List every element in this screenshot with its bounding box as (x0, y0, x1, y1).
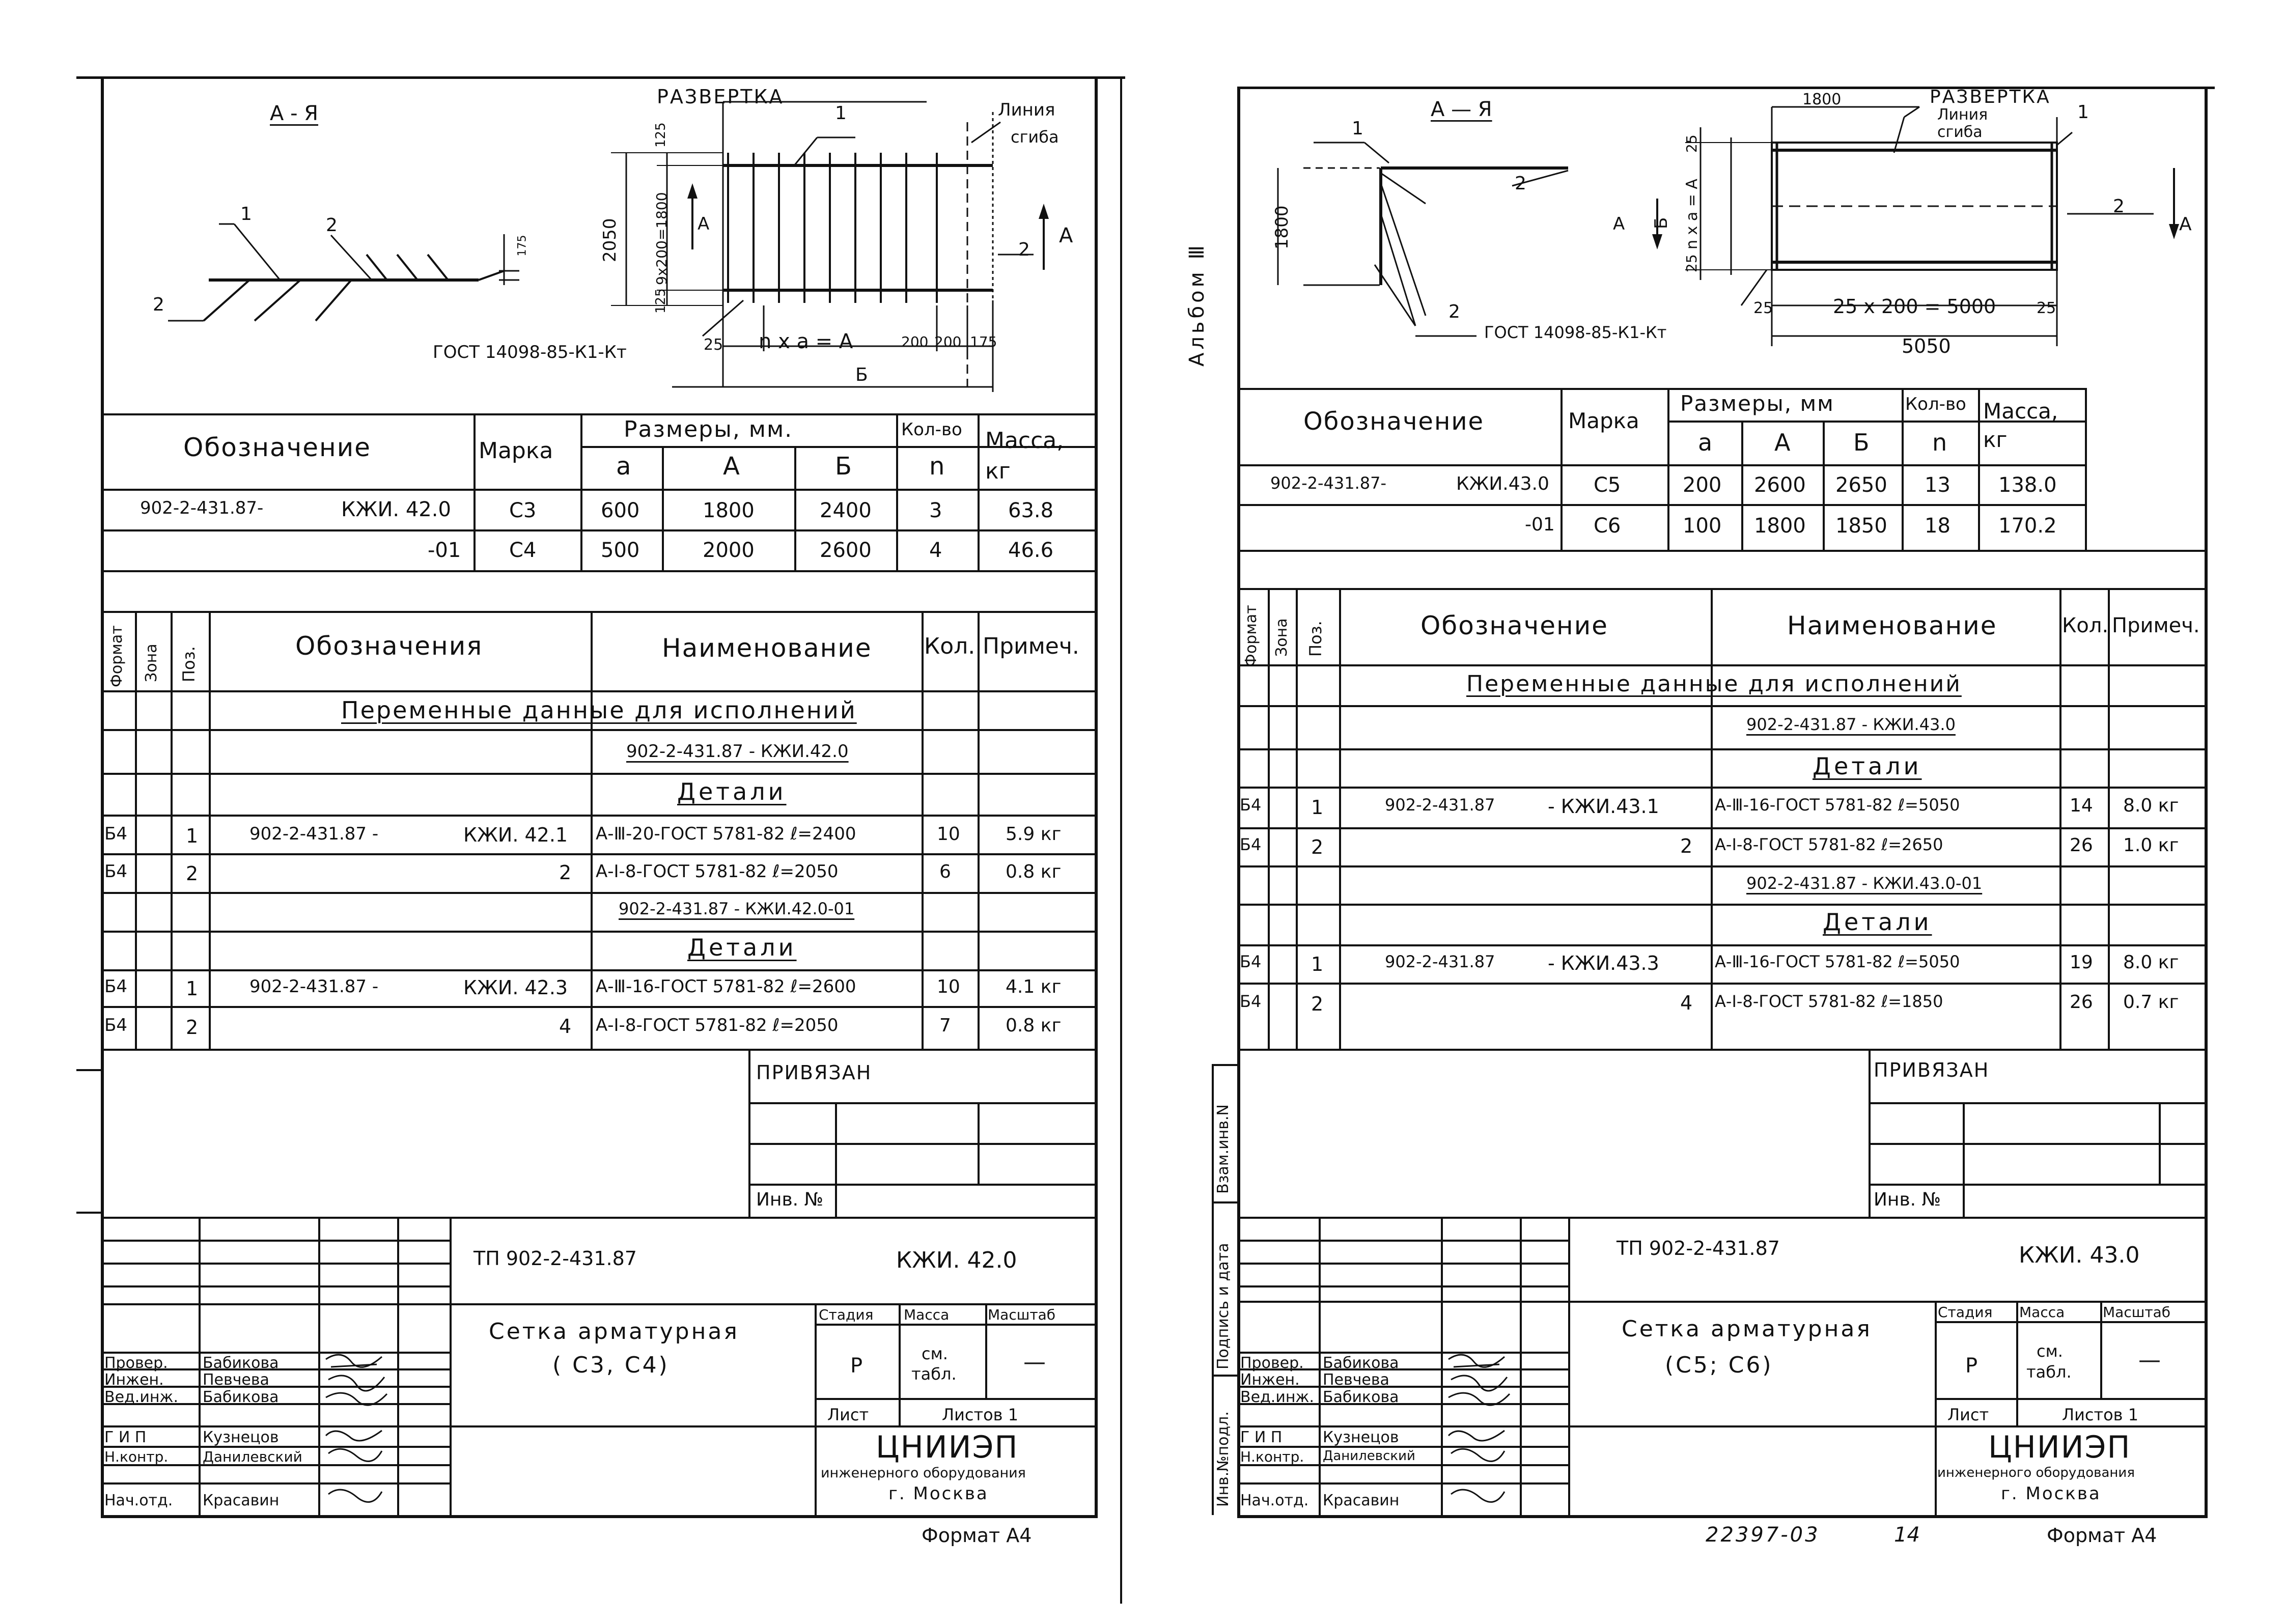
stamp-listov: Листов 1 (942, 1405, 1019, 1424)
r-dim-25d: 25 (2037, 299, 2056, 317)
r-stamp-role-3: Г И П (1240, 1429, 1283, 1446)
sp-r0-naim: А-Ⅲ-20-ГОСТ 5781-82 ℓ=2400 (596, 824, 856, 844)
r-privyazan-label: ПРИВЯЗАН (1874, 1059, 1990, 1081)
sgiba-label: сгиба (1011, 127, 1059, 147)
right-frame-top (1237, 87, 2215, 89)
dim-nxa: n х a = A (759, 330, 853, 353)
pos-2-label: 2 (326, 215, 338, 236)
rmt-h-oboz: Обозначение (1303, 407, 1485, 436)
mt-h-B: Б (835, 452, 852, 481)
mt-r1-n: 4 (929, 539, 942, 562)
inv-no-label: Инв. № (756, 1189, 824, 1210)
stamp-h-stadiya: Стадия (819, 1306, 874, 1323)
dim-125-bot: 125 (653, 288, 668, 314)
sp-r0-o2: КЖИ. 42.1 (463, 824, 568, 846)
stamp-name-4: Данилевский (203, 1448, 302, 1465)
r-dim-5050: 5050 (1902, 335, 1951, 357)
r-stamp-massa1: см. (2037, 1341, 2063, 1361)
dim-175: 175 (516, 235, 529, 257)
rsp-h-naim: Наименование (1787, 611, 1997, 640)
left-top-edge (76, 76, 1125, 79)
mt-h-A: А (723, 452, 740, 481)
rsp-sub2: 902-2-431.87 - КЖИ.43.0-01 (1746, 874, 1983, 893)
rmt-h-a: a (1698, 429, 1713, 456)
rsp-h-format: Формат (1242, 605, 1260, 667)
mt-r1-oboz2: -01 (428, 539, 461, 562)
rsp-r0-o2: - КЖИ.43.1 (1548, 795, 1659, 818)
right-frame-bottom (1237, 1515, 2208, 1518)
rmt-r1-marka: С6 (1594, 514, 1621, 538)
rmt-h-n: n (1932, 429, 1947, 456)
sp-r2-naim: А-Ⅲ-16-ГОСТ 5781-82 ℓ=2600 (596, 976, 856, 997)
rsp-h-prim: Примеч. (2112, 614, 2200, 637)
stamp-massa2: табл. (911, 1364, 957, 1384)
rsp-r2-poz: 1 (1311, 953, 1324, 975)
stamp-masshtab: — (1023, 1349, 1046, 1375)
gost-label: ГОСТ 14098-85-К1-Кт (433, 342, 627, 362)
left-frame-left (101, 76, 104, 1517)
arrow-a-right: А (1059, 224, 1073, 247)
r-arrow-a-left: А (1613, 214, 1625, 234)
right-signatures (1443, 1349, 1520, 1512)
rmt-h-massa: Масса, кг (1983, 399, 2058, 452)
rmt-r0-oboz2: КЖИ.43.0 (1456, 473, 1549, 494)
rsp-r1-o2: 2 (1680, 835, 1693, 857)
r-dim-nxa: n х a = А (1683, 179, 1701, 249)
r-stamp-role-5: Нач.отд. (1240, 1492, 1309, 1509)
sp-r0-poz: 1 (186, 825, 199, 847)
r-razvertka: РАЗВЕРТКА (1930, 87, 2051, 107)
r-stamp-org2: инженерного оборудования (1937, 1465, 2135, 1480)
rsp-h-poz: Поз. (1306, 621, 1325, 657)
razv-pos-1: 1 (835, 103, 847, 124)
sp-r2-kol: 10 (937, 976, 960, 997)
sp-h-zona: Зона (143, 643, 160, 682)
sp-r3-o2: 4 (559, 1015, 572, 1038)
rsp-r0-kol: 14 (2070, 795, 2093, 816)
rsp-r0-prim: 8.0 кг (2123, 795, 2179, 816)
rmt-h-razmery: Размеры, мм (1680, 391, 1834, 416)
r-stamp-name-3: Кузнецов (1323, 1429, 1399, 1446)
rmt-h-kolvo: Кол-во (1905, 394, 1966, 414)
sp-r3-naim: А-Ⅰ-8-ГОСТ 5781-82 ℓ=2050 (596, 1015, 839, 1035)
privyazan-label: ПРИВЯЗАН (756, 1061, 872, 1084)
r-stamp-h-massa: Масса (2019, 1304, 2065, 1321)
dim-b: Б (855, 365, 868, 385)
rsp-r3-prim: 0.7 кг (2123, 992, 2179, 1013)
stamp-title1: Сетка арматурная (489, 1319, 739, 1345)
stamp-role-0: Провер. (104, 1354, 168, 1372)
rmt-r1-oboz2: -01 (1525, 514, 1555, 535)
left-tick-1 (76, 1069, 101, 1071)
sp-r1-prim: 0.8 кг (1006, 861, 1062, 882)
rsp-r0-poz: 1 (1311, 796, 1324, 819)
sp-r0-o1: 902-2-431.87 - (249, 824, 379, 844)
sp-h-prim: Примеч. (983, 633, 1079, 659)
mt-r0-a: 600 (601, 499, 640, 522)
sp-r0-kol: 10 (937, 824, 960, 845)
r-stamp-code: КЖИ. 43.0 (2019, 1242, 2140, 1268)
mt-r0-n: 3 (929, 499, 942, 522)
liniya-label: Линия (998, 100, 1055, 120)
r-stamp-h-stadiya: Стадия (1938, 1304, 1993, 1321)
rsp-r3-kol: 26 (2070, 992, 2093, 1013)
rmt-r1-a: 100 (1683, 514, 1722, 538)
r-stamp-role-1: Инжен. (1240, 1371, 1300, 1389)
mt-r0-massa: 63.8 (1008, 499, 1054, 522)
rsp-title: Переменные данные для исполнений (1466, 671, 1962, 697)
dim-2050: 2050 (600, 218, 620, 262)
sp-h-kol: Кол. (924, 633, 976, 659)
dim-175b: 175 (970, 333, 997, 350)
r-dim-25c: 25 (1753, 299, 1773, 317)
stamp-role-3: Г И П (104, 1429, 147, 1446)
mt-r0-A: 1800 (703, 499, 755, 522)
r-gost: ГОСТ 14098-85-К1-Кт (1484, 323, 1667, 342)
album-label: Альбом Ⅲ (1185, 242, 1209, 367)
mt-r0-B: 2400 (820, 499, 872, 522)
rsp-r2-o2: - КЖИ.43.3 (1548, 952, 1659, 974)
rsp-r0-naim: А-Ⅲ-16-ГОСТ 5781-82 ℓ=5050 (1715, 795, 1960, 815)
stamp-stadiya: Р (850, 1354, 863, 1378)
left-frame-bottom (101, 1515, 1098, 1518)
sp-sub2: 902-2-431.87 - КЖИ.42.0-01 (619, 899, 855, 918)
r-stamp-name-0: Бабикова (1323, 1354, 1399, 1372)
footer-page: 14 (1894, 1523, 1920, 1547)
r-dim-1800-top: 1800 (1802, 91, 1842, 108)
left-frame-right (1095, 76, 1098, 1517)
mt-r0-marka: С3 (509, 499, 537, 522)
r-stamp-list: Лист (1947, 1405, 1989, 1424)
rsp-r1-naim: А-Ⅰ-8-ГОСТ 5781-82 ℓ=2650 (1715, 835, 1943, 854)
r-dim-1800-left: 1800 (1272, 205, 1292, 249)
sp-sub1: 902-2-431.87 - КЖИ.42.0 (626, 741, 849, 762)
rsp-h-oboz: Обозначение (1420, 611, 1608, 640)
sp-h-format: Формат (108, 625, 126, 687)
rmt-r1-B: 1850 (1835, 514, 1887, 538)
mt-h-massa: Масса, кг (985, 428, 1064, 484)
rmt-r0-oboz1: 902-2-431.87- (1270, 473, 1387, 493)
r-inv-no-label: Инв. № (1874, 1189, 1941, 1210)
rsp-r2-o1: 902-2-431.87 (1385, 952, 1495, 971)
rmt-h-A: А (1774, 429, 1791, 456)
sp-h-oboz: Обозначения (295, 631, 483, 661)
sp-r3-poz: 2 (186, 1016, 199, 1039)
rsp-sub1: 902-2-431.87 - КЖИ.43.0 (1746, 715, 1956, 734)
rsp-r3-poz: 2 (1311, 993, 1324, 1015)
r-stamp-name-1: Певчева (1323, 1371, 1389, 1389)
sp-r3-prim: 0.8 кг (1006, 1015, 1062, 1036)
side-vzam: Взам.инв.N (1214, 1104, 1232, 1194)
sp-r1-naim: А-Ⅰ-8-ГОСТ 5781-82 ℓ=2050 (596, 861, 839, 882)
stamp-role-5: Нач.отд. (104, 1492, 173, 1509)
r-dim-25b: 25 (1683, 254, 1700, 272)
mt-r1-B: 2600 (820, 539, 872, 562)
r-liniya: Линия (1937, 106, 1988, 124)
stamp-h-masshtab: Масштаб (988, 1306, 1056, 1323)
rmt-r0-A: 2600 (1754, 473, 1806, 497)
stamp-tp: ТП 902-2-431.87 (473, 1247, 637, 1270)
sp-r2-poz: 1 (186, 977, 199, 1000)
r-stamp-tp: ТП 902-2-431.87 (1617, 1237, 1780, 1259)
rmt-r0-n: 13 (1925, 473, 1950, 497)
arrow-a-left: А (698, 214, 710, 234)
side-podpis: Подпись и дата (1214, 1243, 1232, 1369)
razvertka-label: РАЗВЕРТКА (657, 86, 784, 108)
sp-r2-o1: 902-2-431.87 - (249, 976, 379, 997)
sp-r3-f: Б4 (104, 1015, 127, 1035)
stamp-list: Лист (827, 1405, 869, 1424)
sp-r0-prim: 5.9 кг (1006, 824, 1062, 845)
sp-r2-prim: 4.1 кг (1006, 976, 1062, 997)
stamp-name-5: Красавин (203, 1492, 280, 1509)
r-razv-pos-2: 2 (2113, 196, 2125, 217)
r-stamp-stadiya: Р (1965, 1354, 1978, 1378)
r-pos-2: 2 (1515, 173, 1526, 194)
rmt-r1-A: 1800 (1754, 514, 1806, 538)
dim-200b: 200 (934, 333, 962, 350)
r-pos-2b: 2 (1448, 301, 1460, 322)
mt-h-marka: Марка (479, 438, 553, 464)
sp-r2-f: Б4 (104, 976, 127, 997)
rsp-h-kol: Кол. (2062, 614, 2109, 637)
sp-h-poz: Поз. (179, 646, 199, 682)
rsp-r3-o2: 4 (1680, 992, 1693, 1014)
mt-r0-oboz1: 902-2-431.87- (140, 498, 264, 518)
r-section-label: А — Я (1431, 98, 1492, 121)
stamp-org1: ЦНИИЭП (876, 1430, 1019, 1465)
left-tick-2 (76, 1212, 101, 1214)
rsp-r3-f: Б4 (1240, 992, 1262, 1011)
r-stamp-role-4: Н.контр. (1240, 1448, 1304, 1465)
sp-title: Переменные данные для исполнений (341, 696, 857, 724)
rmt-r0-a: 200 (1683, 473, 1722, 497)
rsp-r1-f: Б4 (1240, 835, 1262, 854)
rmt-h-marka: Марка (1568, 408, 1639, 433)
rsp-r0-f: Б4 (1240, 795, 1262, 815)
sp-r1-poz: 2 (186, 862, 199, 885)
footer-num: 22397-03 (1706, 1523, 1820, 1547)
mt-r0-oboz2: КЖИ. 42.0 (341, 498, 451, 521)
mt-r1-A: 2000 (703, 539, 755, 562)
stamp-org2: инженерного оборудования (821, 1465, 1026, 1481)
rmt-r0-massa: 138.0 (1998, 473, 2057, 497)
stamp-h-massa: Масса (904, 1306, 950, 1323)
rsp-r1-poz: 2 (1311, 836, 1324, 858)
sp-h-naim: Наименование (662, 633, 872, 663)
r-stamp-title2: (С5; С6) (1665, 1352, 1773, 1378)
left-section-drawing (153, 204, 550, 336)
stamp-role-1: Инжен. (104, 1371, 164, 1389)
r-sgiba: сгиба (1937, 123, 1983, 141)
mt-h-a: a (616, 452, 631, 481)
stamp-name-3: Кузнецов (203, 1429, 279, 1446)
r-stamp-massa2: табл. (2026, 1362, 2072, 1382)
dim-200a: 200 (901, 333, 929, 350)
pos-2b-label: 2 (153, 294, 164, 315)
rsp-det1: Детали (1813, 752, 1922, 780)
rsp-r3-naim: А-Ⅰ-8-ГОСТ 5781-82 ℓ=1850 (1715, 992, 1943, 1011)
left-signatures (321, 1349, 397, 1512)
mt-h-n: n (929, 452, 945, 481)
rsp-r2-f: Б4 (1240, 952, 1262, 971)
sp-r2-o2: КЖИ. 42.3 (463, 976, 568, 999)
mt-h-razmery: Размеры, мм. (624, 416, 793, 442)
pos-1-label: 1 (240, 204, 252, 225)
r-stamp-role-2: Вед.инж. (1240, 1388, 1314, 1406)
r-stamp-name-2: Бабикова (1323, 1388, 1399, 1406)
stamp-code: КЖИ. 42.0 (896, 1247, 1017, 1273)
r-stamp-role-0: Провер. (1240, 1354, 1304, 1372)
sp-r1-f: Б4 (104, 861, 127, 882)
rsp-h-zona: Зона (1273, 618, 1291, 657)
rsp-r2-naim: А-Ⅲ-16-ГОСТ 5781-82 ℓ=5050 (1715, 952, 1960, 971)
mt-r1-massa: 46.6 (1008, 539, 1054, 562)
stamp-massa1: см. (922, 1344, 948, 1363)
sp-det2: Детали (687, 934, 797, 961)
right-frame-right (2205, 87, 2208, 1517)
dim-25: 25 (704, 336, 723, 354)
r-stamp-name-4: Данилевский (1323, 1448, 1415, 1464)
sp-r1-kol: 6 (939, 861, 951, 882)
r-dim-25a: 25 (1683, 134, 1700, 153)
rmt-r0-B: 2650 (1835, 473, 1887, 497)
right-format: Формат А4 (2047, 1524, 2157, 1547)
r-stamp-org1: ЦНИИЭП (1988, 1430, 2131, 1465)
side-inv-podl: Инв.№подл. (1214, 1411, 1232, 1507)
mt-r1-marka: С4 (509, 539, 537, 562)
mt-h-kolvo: Кол-во (901, 419, 962, 440)
section-label: А - Я (270, 102, 319, 125)
stamp-title2: ( С3, С4) (552, 1352, 670, 1378)
sp-r0-f: Б4 (104, 824, 127, 844)
mt-r1-a: 500 (601, 539, 640, 562)
left-format: Формат А4 (922, 1524, 1032, 1547)
stamp-role-4: Н.контр. (104, 1448, 169, 1465)
stamp-name-0: Бабикова (203, 1354, 279, 1372)
rmt-h-B: Б (1853, 429, 1870, 456)
sp-r3-kol: 7 (939, 1015, 951, 1036)
razv-pos-2: 2 (1018, 239, 1030, 260)
rsp-r1-prim: 1.0 кг (2123, 835, 2179, 856)
page-divider (1120, 76, 1122, 1604)
r-dim-25x200: 25 х 200 = 5000 (1833, 295, 1996, 318)
r-stamp-masshtab: — (2138, 1347, 2161, 1373)
r-arrow-a-right: А (2179, 214, 2192, 235)
dim-9x200: 9х200=1800 (653, 192, 670, 285)
r-pos-1: 1 (1352, 118, 1363, 139)
rsp-r1-kol: 26 (2070, 835, 2093, 856)
dim-125-top: 125 (653, 122, 668, 148)
r-stamp-name-5: Красавин (1323, 1492, 1400, 1509)
rmt-r1-n: 18 (1925, 514, 1950, 538)
rsp-r2-kol: 19 (2070, 952, 2093, 973)
stamp-org3: г. Москва (888, 1483, 989, 1504)
r-razv-pos-1: 1 (2077, 102, 2089, 123)
rsp-r0-o1: 902-2-431.87 (1385, 795, 1495, 815)
r-stamp-org3: г. Москва (2001, 1483, 2101, 1504)
stamp-role-2: Вед.инж. (104, 1388, 178, 1406)
rsp-r2-prim: 8.0 кг (2123, 952, 2179, 973)
rmt-r0-marka: С5 (1594, 473, 1621, 497)
mt-h-oboz: Обозначение (183, 433, 371, 462)
sp-r1-o2: 2 (559, 861, 572, 884)
sp-det1: Детали (677, 778, 787, 805)
r-dim-b: Б (1651, 217, 1671, 229)
stamp-name-2: Бабикова (203, 1388, 279, 1406)
r-stamp-title1: Сетка арматурная (1622, 1316, 1872, 1342)
r-stamp-listov: Листов 1 (2062, 1405, 2139, 1424)
stamp-name-1: Певчева (203, 1371, 269, 1389)
r-stamp-h-masshtab: Масштаб (2103, 1304, 2171, 1321)
rsp-det2: Детали (1823, 908, 1932, 936)
rmt-r1-massa: 170.2 (1998, 514, 2057, 538)
